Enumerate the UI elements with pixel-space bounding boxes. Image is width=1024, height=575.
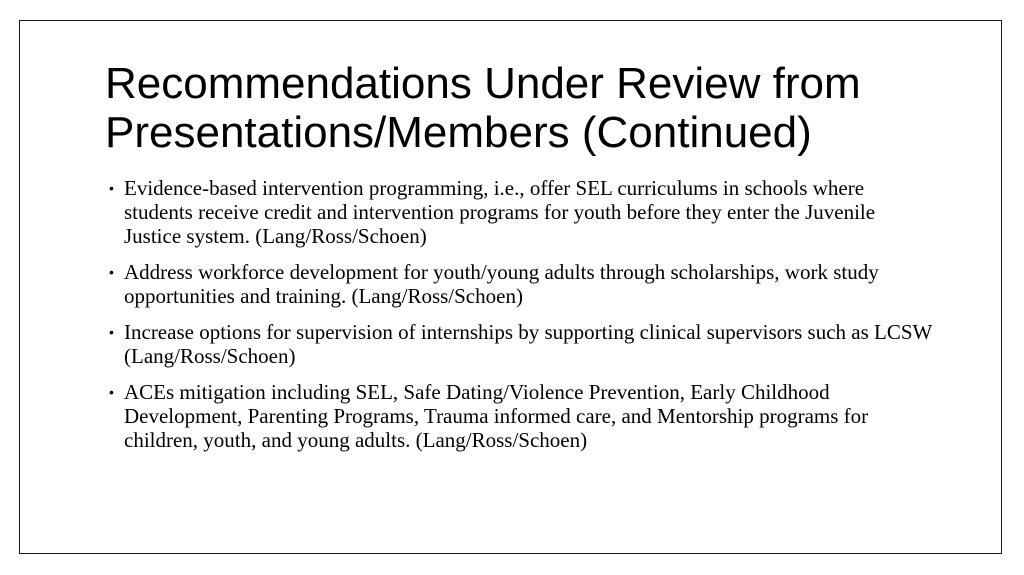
bullet-text: Increase options for supervision of internships by supporting clinical supervisors such as LCSW (Lang/Ross/Schoen)	[124, 320, 932, 368]
bullet-text: ACEs mitigation including SEL, Safe Dating/Violence Prevention, Early Childhood Development, Parenting Programs, Trauma informed care, and Mentorship programs for children, youth, and young adults. (Lang/Ross/Schoen)	[124, 380, 869, 452]
bullet-item	[105, 380, 935, 452]
bullet-list	[105, 176, 935, 464]
slide-title: Recommendations Under Review from Presentations/Members (Continued)	[105, 59, 861, 157]
bullet-item	[105, 176, 935, 248]
bullet-dot-icon: •	[109, 264, 114, 280]
bullet-text: Address workforce development for youth/young adults through scholarships, work study opportunities and training. (Lang/Ross/Schoen)	[124, 260, 879, 308]
bullet-item	[105, 260, 935, 308]
slide	[19, 20, 1002, 554]
bullet-item	[105, 320, 935, 368]
bullet-dot-icon: •	[109, 324, 114, 340]
bullet-dot-icon: •	[109, 180, 114, 196]
bullet-dot-icon: •	[109, 384, 114, 400]
bullet-text: Evidence-based intervention programming, i.e., offer SEL curriculums in schools where students receive credit and intervention programs for youth before they enter the Juvenile Justice system. (Lang/Ross/Schoen)	[124, 176, 876, 248]
